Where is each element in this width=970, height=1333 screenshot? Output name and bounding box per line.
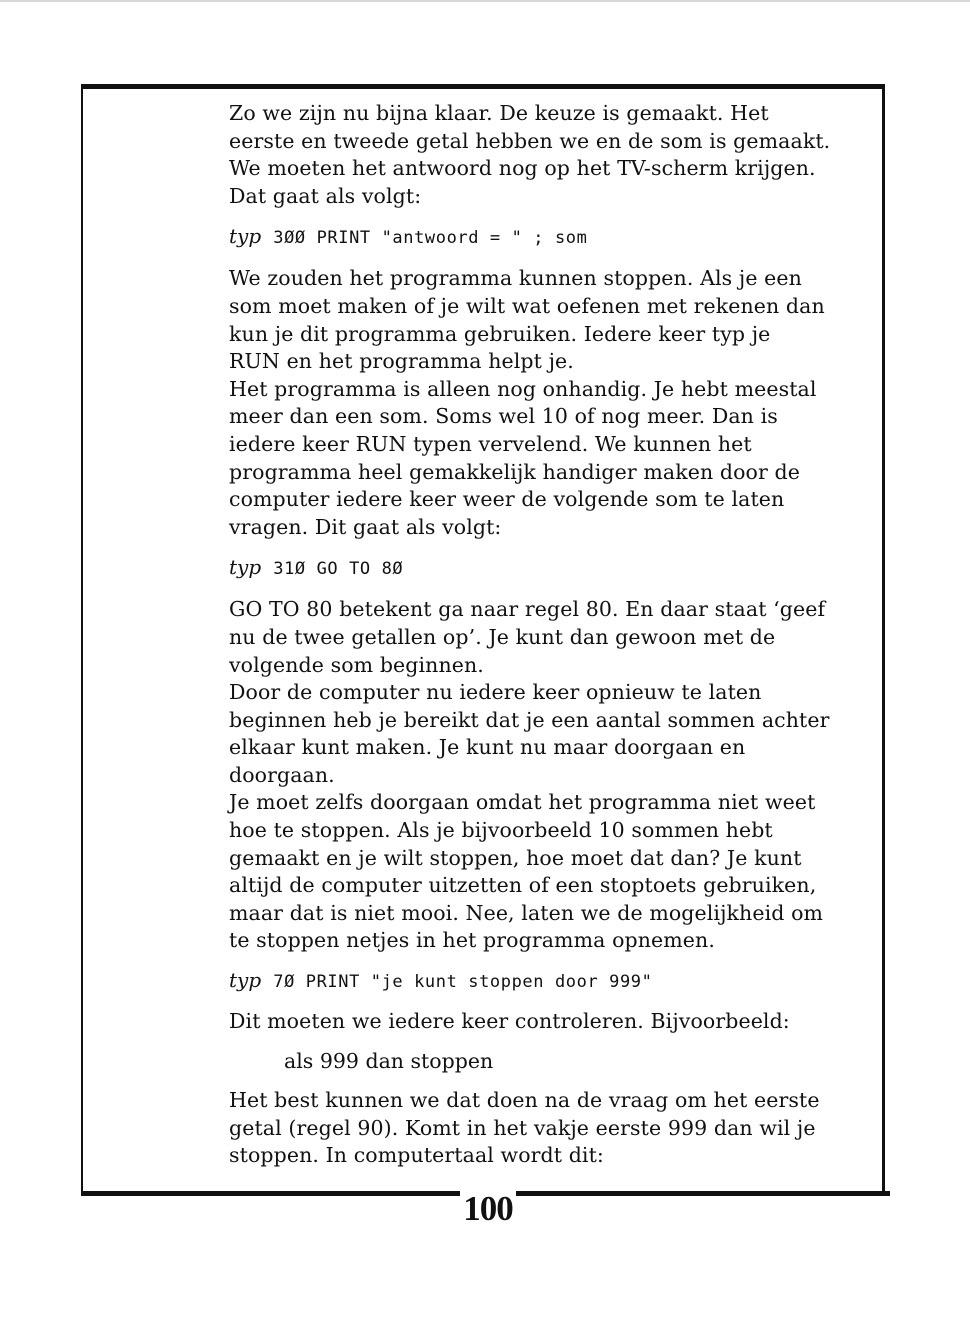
page-content [229, 100, 869, 1170]
text-line: Het best kunnen we dat doen na de vraag om het eerste [229, 1088, 820, 1113]
text-line: Dit moeten we iedere keer controleren. Bijvoorbeeld: [229, 1009, 790, 1034]
text-line: nu de twee getallen op’. Je kunt dan gewoon met de [229, 624, 776, 649]
paragraph-intro [229, 100, 869, 210]
text-line: kun je dit programma gebruiken. Iedere keer typ je [229, 321, 771, 346]
page-top-edge [0, 0, 970, 2]
text-line: maar dat is niet mooi. Nee, laten we de mogelijkheid om [229, 900, 824, 925]
text-line: GO TO 80 betekent ga naar regel 80. En daar staat ‘geef [229, 597, 826, 622]
text-line: RUN en het programma helpt je. [229, 349, 574, 374]
text-line: Zo we zijn nu bijna klaar. De keuze is gemaakt. Het [229, 101, 769, 125]
text-line: Dat gaat als volgt: [229, 183, 422, 208]
paragraph-stoppen [229, 265, 869, 541]
code-line-70 [229, 967, 869, 996]
paragraph-controleren [229, 1008, 869, 1036]
text-line: beginnen heb je bereikt dat je een aantal sommen achter [229, 707, 830, 732]
indented-condition: als 999 dan stoppen [284, 1048, 494, 1073]
text-line: volgende som beginnen. [229, 652, 484, 677]
text-line: programma heel gemakkelijk handiger maken door de [229, 459, 800, 484]
code-keyword: typ [229, 968, 262, 993]
text-line: getal (regel 90). Komt in het vakje eerste 999 dan wil je [229, 1115, 816, 1140]
text-line: Het programma is alleen nog onhandig. Je hebt meestal [229, 376, 817, 401]
code-line-300 [229, 223, 869, 252]
code-text: 7Ø PRINT "je kunt stoppen door 999" [273, 972, 653, 993]
bottom-rule-right [516, 1191, 890, 1196]
text-line: meer dan een som. Soms wel 10 of nog meer. Dan is [229, 404, 778, 429]
text-line: altijd de computer uitzetten of een stoptoets gebruiken, [229, 873, 817, 898]
text-line: vragen. Dit gaat als volgt: [229, 514, 502, 539]
text-line: iedere keer RUN typen vervelend. We kunnen het [229, 431, 752, 456]
text-line: stoppen. In computertaal wordt dit: [229, 1143, 604, 1168]
text-line: som moet maken of je wilt wat oefenen met rekenen dan [229, 293, 825, 318]
bottom-rule-left [81, 1191, 460, 1196]
text-line: We zouden het programma kunnen stoppen. Als je een [229, 266, 802, 291]
code-keyword: typ [229, 224, 262, 249]
text-line: eerste en tweede getal hebben we en de som is gemaakt. [229, 128, 831, 153]
text-line: hoe te stoppen. Als je bijvoorbeeld 10 sommen hebt [229, 818, 773, 843]
text-line: Door de computer nu iedere keer opnieuw te laten [229, 680, 762, 705]
code-line-310 [229, 554, 869, 583]
text-line: te stoppen netjes in het programma opnemen. [229, 928, 715, 953]
text-line: computer iedere keer weer de volgende som te laten [229, 487, 785, 512]
text-line: doorgaan. [229, 762, 335, 787]
code-text: 31Ø GO TO 8Ø [273, 559, 404, 580]
text-line: gemaakt en je wilt stoppen, hoe moet dat dan? Je kunt [229, 845, 802, 870]
text-line: Je moet zelfs doorgaan omdat het programma niet weet [229, 790, 816, 815]
paragraph-best [229, 1087, 869, 1170]
text-line: elkaar kunt maken. Je kunt nu maar doorgaan en [229, 735, 746, 760]
code-keyword: typ [229, 555, 262, 580]
code-text: 3ØØ PRINT "antwoord = " ; som [273, 228, 588, 249]
text-line: We moeten het antwoord nog op het TV-scherm krijgen. [229, 156, 816, 181]
page-number: 100 [463, 1189, 513, 1228]
paragraph-goto [229, 596, 869, 955]
